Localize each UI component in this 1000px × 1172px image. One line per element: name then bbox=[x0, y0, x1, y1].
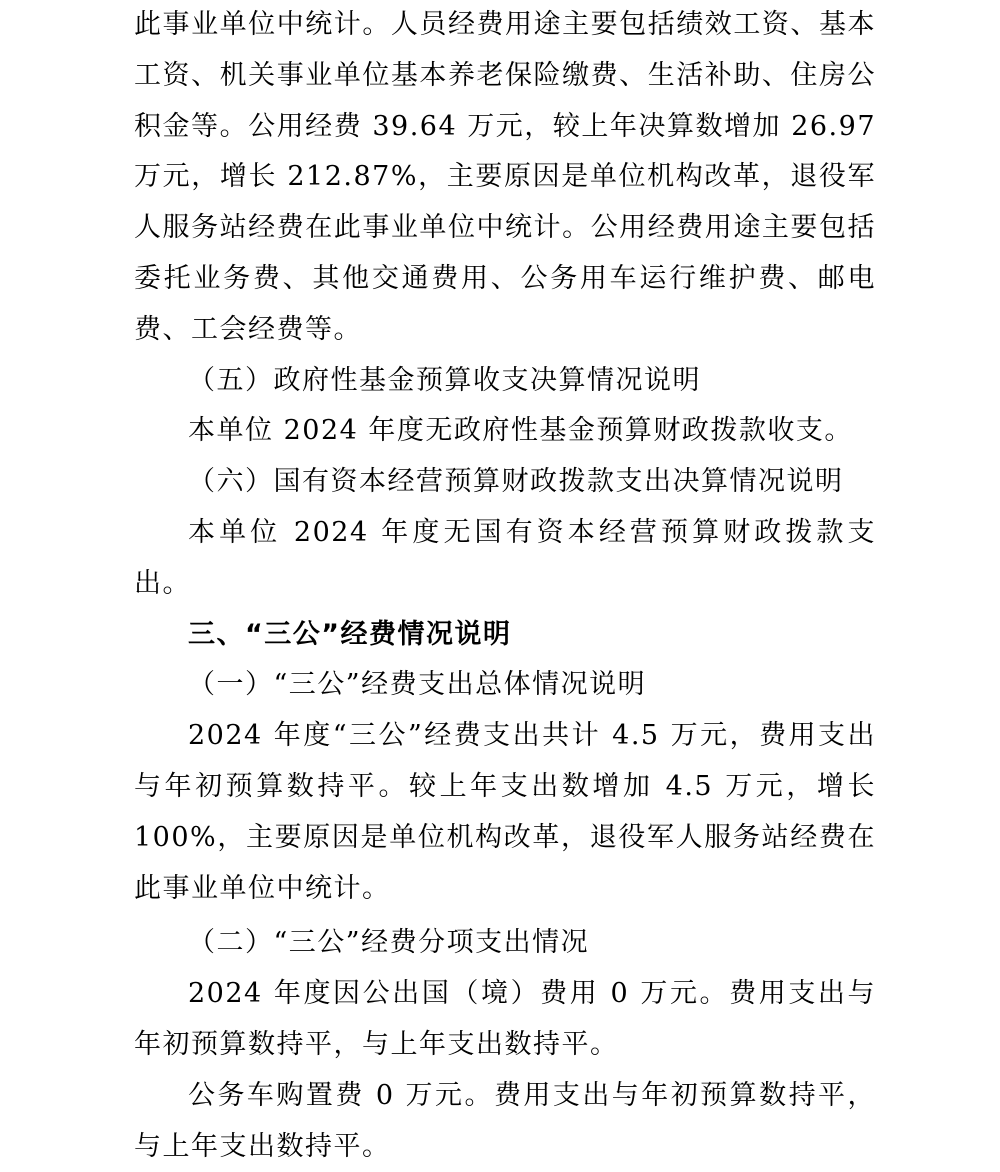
heading-three-public-overall: （一）“三公”经费支出总体情况说明 bbox=[188, 669, 647, 701]
paragraph-three-public-overall: 2024 年度“三公”经费支出共计 4.5 万元，费用支出与年初预算数持平。较上年支出数增加 4.5 万元，增长 100%，主要原因是单位机构改革，退役军人服务站经费在此事业单位中统计。 bbox=[134, 720, 876, 904]
section-heading-three-public: 三、“三公”经费情况说明 bbox=[188, 618, 512, 650]
heading-three-public-itemized: （二）“三公”经费分项支出情况 bbox=[188, 927, 590, 959]
document-page bbox=[134, 0, 876, 1172]
paragraph-overseas-travel: 2024 年度因公出国（境）费用 0 万元。费用支出与年初预算数持平，与上年支出数持平。 bbox=[134, 978, 876, 1060]
heading-state-capital: （六）国有资本经营预算财政拨款支出决算情况说明 bbox=[188, 466, 844, 498]
heading-government-fund: （五）政府性基金预算收支决算情况说明 bbox=[188, 364, 701, 396]
paragraph-state-capital: 本单位 2024 年度无国有资本经营预算财政拨款支出。 bbox=[134, 516, 876, 599]
paragraph-government-fund: 本单位 2024 年度无政府性基金预算财政拨款收支。 bbox=[188, 415, 853, 447]
paragraph-public-expense: 此事业单位中统计。人员经费用途主要包括绩效工资、基本工资、机关事业单位基本养老保险缴费、生活补助、住房公积金等。公用经费 39.64 万元，较上年决算数增加 26.97 万元，增长 212.87%，主要原因是单位机构改革，退役军人服务站经费在此事业单位中统计。公用经费用途主要包括委托业务费、其他交通费用、公务用车运行维护费、邮电费、工会经费等。 bbox=[134, 9, 876, 345]
paragraph-vehicle-purchase: 公务车购置费 0 万元。费用支出与年初预算数持平，与上年支出数持平。 bbox=[134, 1079, 876, 1162]
